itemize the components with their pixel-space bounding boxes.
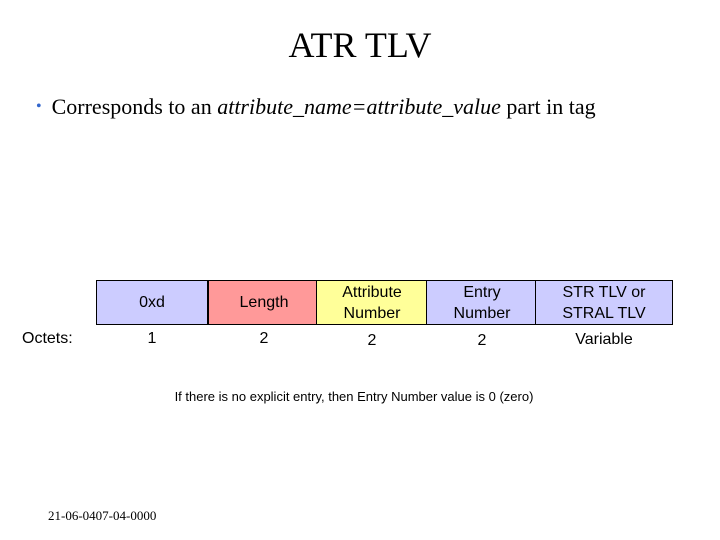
field-attribute-number-label: Attribute Number bbox=[342, 283, 402, 322]
octets-label: Octets: bbox=[22, 330, 73, 347]
entry-number-note-text: If there is no explicit entry, then Entry Number value is 0 (zero) bbox=[174, 389, 534, 404]
slide-title: ATR TLV bbox=[288, 25, 432, 65]
octets-entry-number: 2 bbox=[477, 332, 487, 349]
field-str-tlv-cell bbox=[535, 280, 673, 325]
field-entry-number-label: Entry Number bbox=[453, 283, 511, 322]
octets-attribute-number: 2 bbox=[367, 332, 377, 349]
bullet-suffix: part in tag bbox=[500, 94, 596, 119]
bullet-emphasis: attribute_name=attribute_value bbox=[217, 94, 501, 119]
document-number: 21-06-0407-04-0000 bbox=[48, 508, 157, 523]
bullet-item bbox=[36, 94, 596, 120]
field-length-label: Length bbox=[239, 294, 289, 311]
octets-str-tlv: Variable bbox=[575, 331, 633, 348]
field-length-cell bbox=[208, 280, 320, 325]
entry-number-note bbox=[0, 389, 720, 404]
field-str-tlv-label: STR TLV or STRAL TLV bbox=[562, 283, 646, 322]
field-type-label: 0xd bbox=[139, 294, 165, 311]
bullet-dot-icon: • bbox=[36, 98, 42, 115]
octets-type: 1 bbox=[147, 330, 157, 347]
bullet-prefix: Corresponds to an bbox=[51, 94, 218, 119]
field-entry-number-cell bbox=[426, 280, 538, 325]
octets-length: 2 bbox=[259, 330, 269, 347]
field-attribute-number-cell bbox=[316, 280, 428, 325]
field-type-cell bbox=[96, 280, 208, 325]
